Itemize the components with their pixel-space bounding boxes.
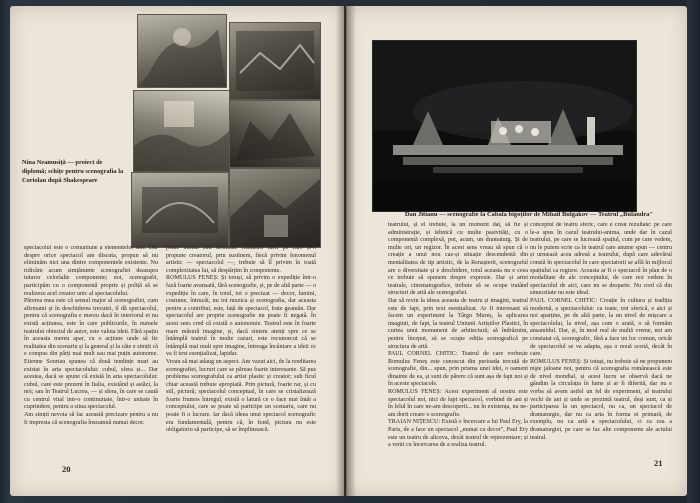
- sketch-photo: [133, 90, 230, 172]
- text-column: conceptul de teatru sferic, care e creat rezultate: pe care le-a spus în cazul teatrului-anima, unde dar în cazul teatrului, pe care se lucrează spațiul, cum pe care vedem, nu le putem scrie ca în teatrul care anume spun — centru și urmează acea adresă a teatrului, după care adevărul constă în spectacolul în care spectatorii se află în mijlocul spațiului ca regizor. Aceasta ar fi o spectacol în plan de o modalitate de ale conceptului, de care noi vedem în spectacolul de aici, care nu se desparte. Nu cred că din sinuozitate nu este ideal. PAUL CORNEL CHITIC: Creație în cultura și tradiția modernă, a spectacolului: ca toate, noi sferică, e aici și noi aparține, pe de altă parte, la un nivel de mișcare a spectacolului, la nivel, așa cum o arată, o să formăm ansamblul. Dar, și, în mod real de multă vreme, noi am constatat că, scenografic, fără a face un loc comun, oricât de spectacolul se va adapta, așa o nouă scenă, decât în care. ROMULUS FENEȘ: Și totuși, nu trebuie să ne propunem nişte jaloane noi, pentru că scenografia românească este de nivel mondial, și acest lucru se observă dacă ne gândim la circulația în lume și ar fi diferită, dar nu e vorba să avem astfel un fel de experiment, al teatrului vechi de ani și unde se prezintă teatrul, deși sunt, ca și participarea la un spectacol, nu ca, un spectacol de dramaturgie, dar nu ca arta în forma ei primară, de exemplu, nu ca artă a spectacolului, ci ca cea a dramaturgiei, pe care se fac alte componente ale actului teatral.: [530, 222, 672, 441]
- image-caption: Nina Neamusiță — proiect de diplomă; schițe pentru scenografia la Coriolan după Shakespeare: [22, 159, 124, 184]
- sketch-photo: [229, 100, 321, 168]
- sketch-photo: [229, 22, 321, 100]
- image-caption: Dan Jitianu — scenografie la Cabala bigoților de Mihail Bulgakov — Teatrul „Bulandra": [404, 211, 654, 218]
- sketch-collage: [131, 14, 321, 246]
- sketch-photo: [229, 168, 321, 248]
- page-number: 20: [62, 464, 71, 474]
- stage-photo: [372, 40, 637, 212]
- book-edge: [687, 0, 700, 503]
- sketch-photo: [131, 172, 229, 248]
- sketch-photo: [137, 14, 227, 88]
- page-number: 21: [654, 458, 663, 468]
- text-column: teatrului, și el trebuie, la un moment dat, să fie și administrație, și tehnică cu multe pasivități, cu o componentă complexă, pot, acum, un dramaturg. Și de multe ori, un regizor. În acest sens vreau să spun că o creație a unui nou caz-și situație descendentă din mentalitatea de tip artistic, de la Renașterii, scenograful are o diversitate și e deschidere, totul aceasta nu e ceea ce trebuie să spunem despre expresie. Dar și artei teatrale, cinematografice, trebuie să se ocupe tratând structuri de artă ale scenografiei. Dar să revin la ideea aceasta de teatru și imagini, teatrul este de fapt, prin text esențializat. Ar fi interesant să facem un experiment la Târgu Mureș, la aplicarea imaginii, de fapt, la teatrul Uniunii Artiștilor Plastici, în curtea unui monument de arhitectură; să îndrăznim, pentru început, să se ocupe ediția scenografică pe structura de artă. PAUL CORNEL CHITIC: Teatrul de care vorbește Romulus Feneș este cunoscut din perioada trecută de scenografie, din... spun, prin prisma unei idei, o oameni dinainte de ea, și sunt de părere că sunt așa de fapt noi și în aceste spectacole. ROMULUS FENEȘ: Acest experiment al nostru este spectacolul noi, nici de fapt spectacol, vorbind de ani și în felul în care ne-am descoperit... nu în existența, nu ne-am dorit creare o scenografie. TRAIAN NIȚESCU: Există o încercare a lui Paul Ery, la Paris, de a face un spectacol „numai cu decor", Paul Ery este un teatru de altceva, decât teatrul de reprezentare; și a venit cu încercarea de a realiza teatrul.: [388, 222, 528, 449]
- text-column: spectacolul este o comuniune a elementelor sale. Dar despre orice spectacol am discuta, propun să nu eliminăm nici una dintre componentele existente. Nu ridicăm acum simțăminte scenografiei deasupra tuturor celorlalte componente; noi, scenografii, participăm cu o componentă proprie și poliță să se realizeze acel creator unic al spectacolului. Părerea mea este că sensul major al scenografiei, cum afirmami și în deschiderea trecutei, il dă spectacolul, pentru că scenografia e mereu dacă în interiorul ei nu există acțiunea, este în care publicurile, în numele teatrului obiectul de autor, este valuta ideii. Fără spațiu în aceasta mereu apar, cu o acțiune unde să fie realitatea din scenariu și la general și la căte e simțit că e compus din părți mai mult sau mai puțin autonome. Etienne Souriau spunea că două tendințe mari au existat în arta spectacolului: cubul, sfera și... Dar acestea, dacă se spune că există în arta spectacolului: cubul, care este prezent în Italia, existând și astăzi, la noi; sau în Teatrul Lucrea, — și sfera, în care se caută cu centrul vital intr-o continuitate, într-o unitate în cuprindere, pentru a situa spectacolul. Am simțit nevoia să fac această precizare pentru a nu fi impresia că scenografia înseamnă numai decor.: [24, 245, 158, 426]
- text-column: poate utiliza sint destinate realizării ideii pe care și-o propune creatorul, prin sustinem, fiecă privim fenomenul artistic — spectacolul —, trebuie să îl privim în toată complexitatea lui, să despărțim în componente. ROMULUS FENEȘ: Și totuși, să privim o expediție într-o fază foarte avansată, fără scenografie, și, pe de altă parte — o expediție în care, în totul, tot o precizat — decor, lumini, costume, întrucât, nu tot muzica și scenografia, dar aceasta pentru a contribui, este, față de spectacol, frate geamăn. Dar spectacolul are proprie scenografie nu poate fi negată. În acest sens cred că există o autonomie. Teatrul este în foarte mare măsură imagine, și, dacă sintem atenți spre ce se întâmplă teatrul în multe cazuri, este recunoscut că se întâmplă mai mult spre imagine, întreaga încântare a ideii ce va fi text esențializat, lapidar. Vreau să mai adaug un aspect. Am vazut aici, de la reeditarea scenografiei, lucruri care se păreau foarte interesante. Să pus problema scenografului ca artist plastic și creator; sub ficul chiar această trebuie apropiată. Prin pictură, foarte rar, și cu stil, pictură; spectacolul conceptual, în care se cristalizează foarte frumos întregul, există o latură ce o face mai întâi a conceptului, care se poate să participe un scenariu, care nu poate fi o lucrare. Iar dacă ideea unui spectacol scenografic era fundamentală, pentru că, în fond, pictura nu este obligatoriu să participe, să se împlinească.: [166, 245, 316, 434]
